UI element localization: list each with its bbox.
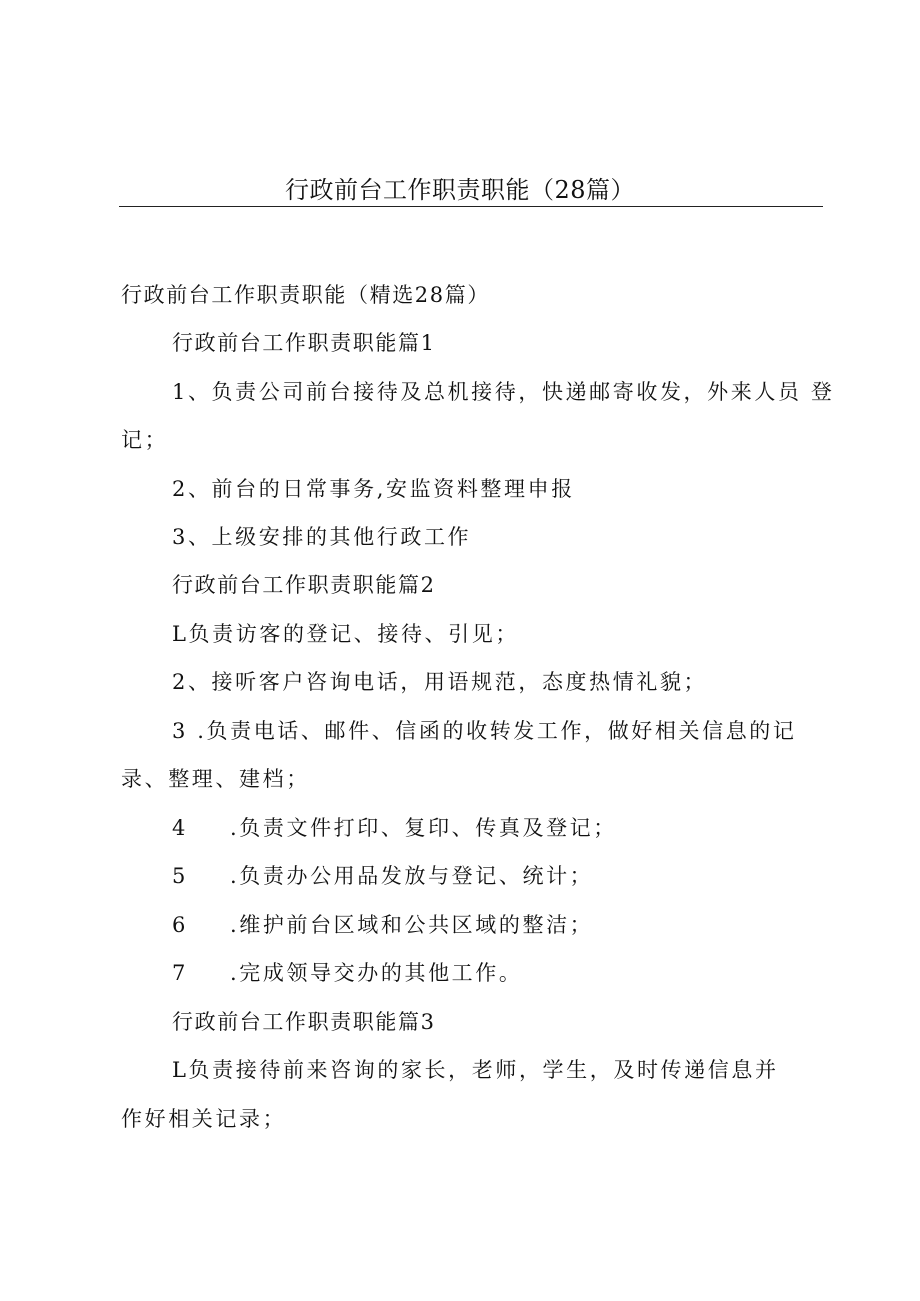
section-2-item-2: 2、接听客户咨询电话，用语规范，态度热情礼貌； [172, 670, 708, 694]
section-2-item-5 [172, 861, 593, 891]
section-1-heading: 行政前台工作职责职能篇1 [172, 331, 436, 355]
section-1-item-1: 1、负责公司前台接待及总机接待，快递邮寄收发，外来人员 登 [172, 380, 835, 404]
section-2-item-1: L负责访客的登记、接待、引见； [172, 622, 519, 646]
section-1-item-2: 2、前台的日常事务,安监资料整理申报 [172, 477, 575, 501]
item-text: .维护前台区域和公共区域的整洁； [230, 913, 594, 937]
section-3-item-1-cont: 作好相关记录； [121, 1107, 287, 1131]
section-3-heading: 行政前台工作职责职能篇3 [172, 1010, 436, 1034]
document-title: 行政前台工作职责职能（28篇） [284, 176, 636, 204]
section-2-item-7 [172, 958, 522, 988]
section-2-item-4 [172, 813, 617, 843]
section-2-item-3: 3 .负责电话、邮件、信函的收转发工作，做好相关信息的记 [172, 719, 797, 743]
section-2-item-3-cont: 录、整理、建档； [121, 767, 310, 791]
item-number: 5 [172, 864, 188, 888]
section-1-item-3: 3、上级安排的其他行政工作 [172, 525, 472, 549]
item-number: 6 [172, 913, 188, 937]
title-underline [119, 206, 823, 207]
item-number: 4 [172, 816, 188, 840]
item-text: .完成领导交办的其他工作。 [230, 961, 523, 985]
item-number: 7 [172, 961, 188, 985]
section-2-heading: 行政前台工作职责职能篇2 [172, 573, 436, 597]
section-3-item-1: L负责接待前来咨询的家长，老师，学生，及时传递信息并 [172, 1058, 779, 1082]
item-text: .负责办公用品发放与登记、统计； [230, 864, 594, 888]
intro-line: 行政前台工作职责职能（精选28篇） [121, 283, 490, 307]
section-1-item-1-cont: 记； [121, 428, 169, 452]
item-text: .负责文件打印、复印、传真及登记； [230, 816, 617, 840]
section-2-item-6 [172, 910, 593, 940]
